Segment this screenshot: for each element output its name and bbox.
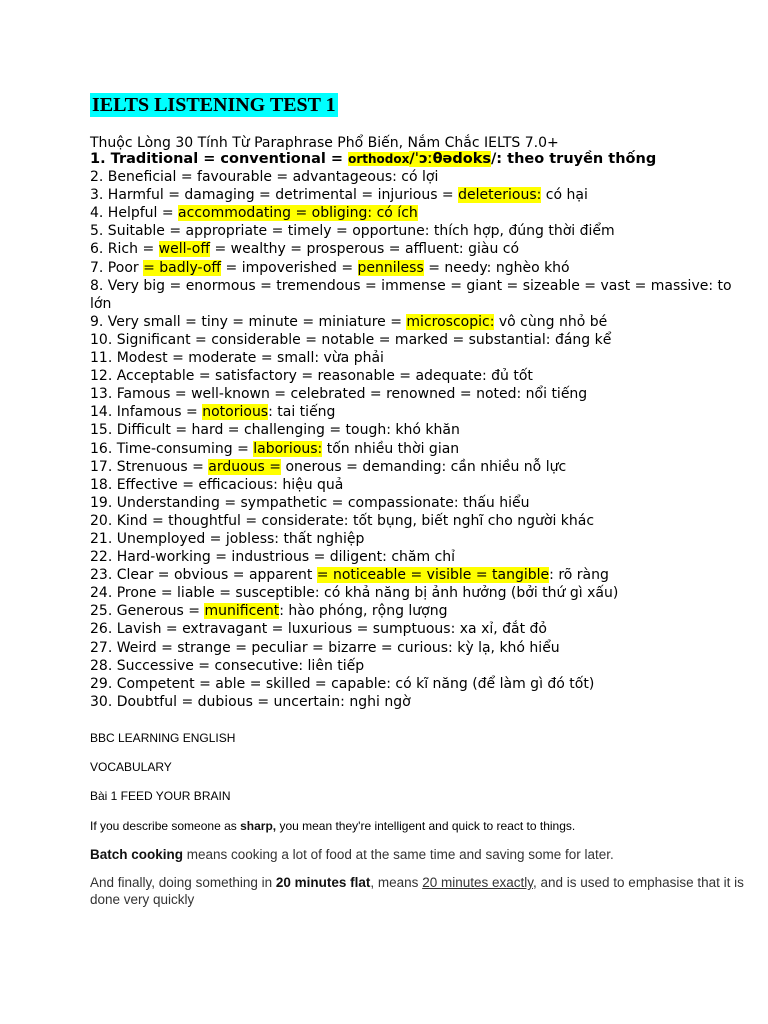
adjective-list (90, 150, 740, 711)
item-text: : rõ ràng (549, 567, 609, 584)
list-item (90, 566, 740, 584)
highlighted-word: penniless (357, 259, 424, 276)
paragraph-20-minutes-flat (90, 874, 745, 908)
paragraph-text: , and is used to emphasise that it is done very quickly (90, 875, 744, 907)
list-item (90, 150, 740, 168)
paragraph-text: , means (370, 875, 423, 890)
item-text: /: theo truyền thống (491, 151, 657, 167)
item-text: onerous = demanding: cần nhiều nỗ lực (281, 458, 567, 475)
paragraph-text: means cooking a lot of food at the same time and saving some for later. (183, 847, 614, 862)
item-text: : tai tiếng (268, 404, 336, 421)
list-item: 27. Weird = strange = peculiar = bizarre = curious: kỳ lạ, khó hiểu (90, 639, 560, 656)
lesson-title: Bài 1 FEED YOUR BRAIN (90, 789, 231, 803)
list-item: 30. Doubtful = dubious = uncertain: nghi ngờ (90, 693, 411, 710)
section-heading-vocabulary: VOCABULARY (90, 760, 172, 774)
list-item: 26. Lavish = extravagant = luxurious = sumptuous: xa xỉ, đắt đỏ (90, 621, 547, 638)
item-text: 16. Time-consuming = (90, 440, 254, 457)
item-text: 9. Very small = tiny = minute = miniature = (90, 313, 407, 330)
highlighted-word: laborious: (253, 440, 323, 457)
highlighted-word: well-off (158, 241, 211, 258)
list-item (90, 403, 740, 421)
underlined-phrase: 20 minutes exactly (422, 875, 533, 890)
item-text: = needy: nghèo khó (423, 259, 570, 276)
list-item: 19. Understanding = sympathetic = compassionate: thấu hiểu (90, 494, 530, 511)
highlighted-word: orthodox (348, 152, 410, 166)
list-item (90, 204, 740, 222)
list-item: 18. Effective = efficacious: hiệu quả (90, 476, 344, 493)
paragraph-sharp (90, 818, 745, 835)
paragraph-text: you mean they're intelligent and quick to react to things. (276, 819, 576, 833)
item-text: : hào phóng, rộng lượng (279, 603, 448, 620)
highlighted-word: notorious (202, 404, 269, 421)
highlighted-word: = badly-off (143, 259, 222, 276)
list-item (90, 313, 740, 331)
highlighted-word: accommodating = obliging: có ích (178, 205, 418, 222)
list-item (90, 186, 740, 204)
bold-term: 20 minutes flat (275, 875, 371, 890)
document-subtitle: Thuộc Lòng 30 Tính Từ Paraphrase Phổ Biến, Nắm Chắc IELTS 7.0+ (90, 135, 559, 151)
list-item: 21. Unemployed = jobless: thất nghiệp (90, 530, 365, 547)
list-item: 2. Beneficial = favourable = advantageous: có lợi (90, 169, 439, 186)
item-text: 3. Harmful = damaging = detrimental = injurious = (90, 187, 459, 204)
list-item: 28. Successive = consecutive: liên tiếp (90, 657, 365, 674)
item-text: có hại (541, 187, 588, 204)
list-item: 15. Difficult = hard = challenging = tough: khó khăn (90, 422, 460, 439)
highlighted-word: munificent (204, 603, 280, 620)
list-item: 22. Hard-working = industrious = diligent: chăm chỉ (90, 549, 456, 566)
item-text: 25. Generous = (90, 603, 205, 620)
highlighted-word: microscopic: (406, 313, 495, 330)
list-item (90, 440, 740, 458)
list-item: 11. Modest = moderate = small: vừa phải (90, 350, 384, 367)
highlighted-word: = noticeable = visible = tangible (316, 567, 550, 584)
list-item: 8. Very big = enormous = tremendous = immense = giant = sizeable = vast = massive: to lớn (90, 277, 732, 312)
list-item: 20. Kind = thoughtful = considerate: tốt bụng, biết nghĩ cho người khác (90, 512, 595, 529)
item-text: tốn nhiều thời gian (322, 440, 460, 457)
item-text: 6. Rich = (90, 241, 159, 258)
paragraph-text: And finally, doing something in (90, 875, 276, 890)
item-text: 14. Infamous = (90, 404, 203, 421)
paragraph-batch-cooking (90, 846, 745, 863)
item-text: vô cùng nhỏ bé (494, 313, 608, 330)
item-text: 17. Strenuous = (90, 458, 209, 475)
bold-term: sharp, (240, 819, 277, 833)
highlighted-word: arduous = (208, 458, 282, 475)
list-item (90, 602, 740, 620)
paragraph-text: If you describe someone as (90, 819, 241, 833)
item-text: = wealthy = prosperous = affluent: giàu có (210, 241, 520, 258)
list-item: 13. Famous = well-known = celebrated = renowned = noted: nổi tiếng (90, 386, 588, 403)
phonetic-transcription: /ˈɔːθədoks (409, 151, 491, 167)
list-item: 12. Acceptable = satisfactory = reasonable = adequate: đủ tốt (90, 368, 533, 385)
item-text: 1. Traditional = conventional = (90, 151, 349, 167)
bold-term: Batch cooking (90, 847, 184, 862)
highlighted-word: deleterious: (458, 187, 542, 204)
list-item: 29. Competent = able = skilled = capable: có kĩ năng (để làm gì đó tốt) (90, 675, 595, 692)
list-item (90, 259, 740, 277)
item-text: 23. Clear = obvious = apparent (90, 567, 317, 584)
list-item (90, 240, 740, 258)
document-title: IELTS LISTENING TEST 1 (92, 94, 336, 116)
section-heading-bbc: BBC LEARNING ENGLISH (90, 731, 236, 745)
list-item: 24. Prone = liable = susceptible: có khả năng bị ảnh hưởng (bởi thứ gì xấu) (90, 585, 619, 602)
list-item: 5. Suitable = appropriate = timely = opportune: thích hợp, đúng thời điểm (90, 223, 615, 240)
list-item: 10. Significant = considerable = notable = marked = substantial: đáng kể (90, 331, 612, 348)
item-text: 7. Poor (90, 259, 144, 276)
item-text: = impoverished = (221, 259, 358, 276)
item-text: 4. Helpful = (90, 205, 179, 222)
list-item (90, 458, 740, 476)
